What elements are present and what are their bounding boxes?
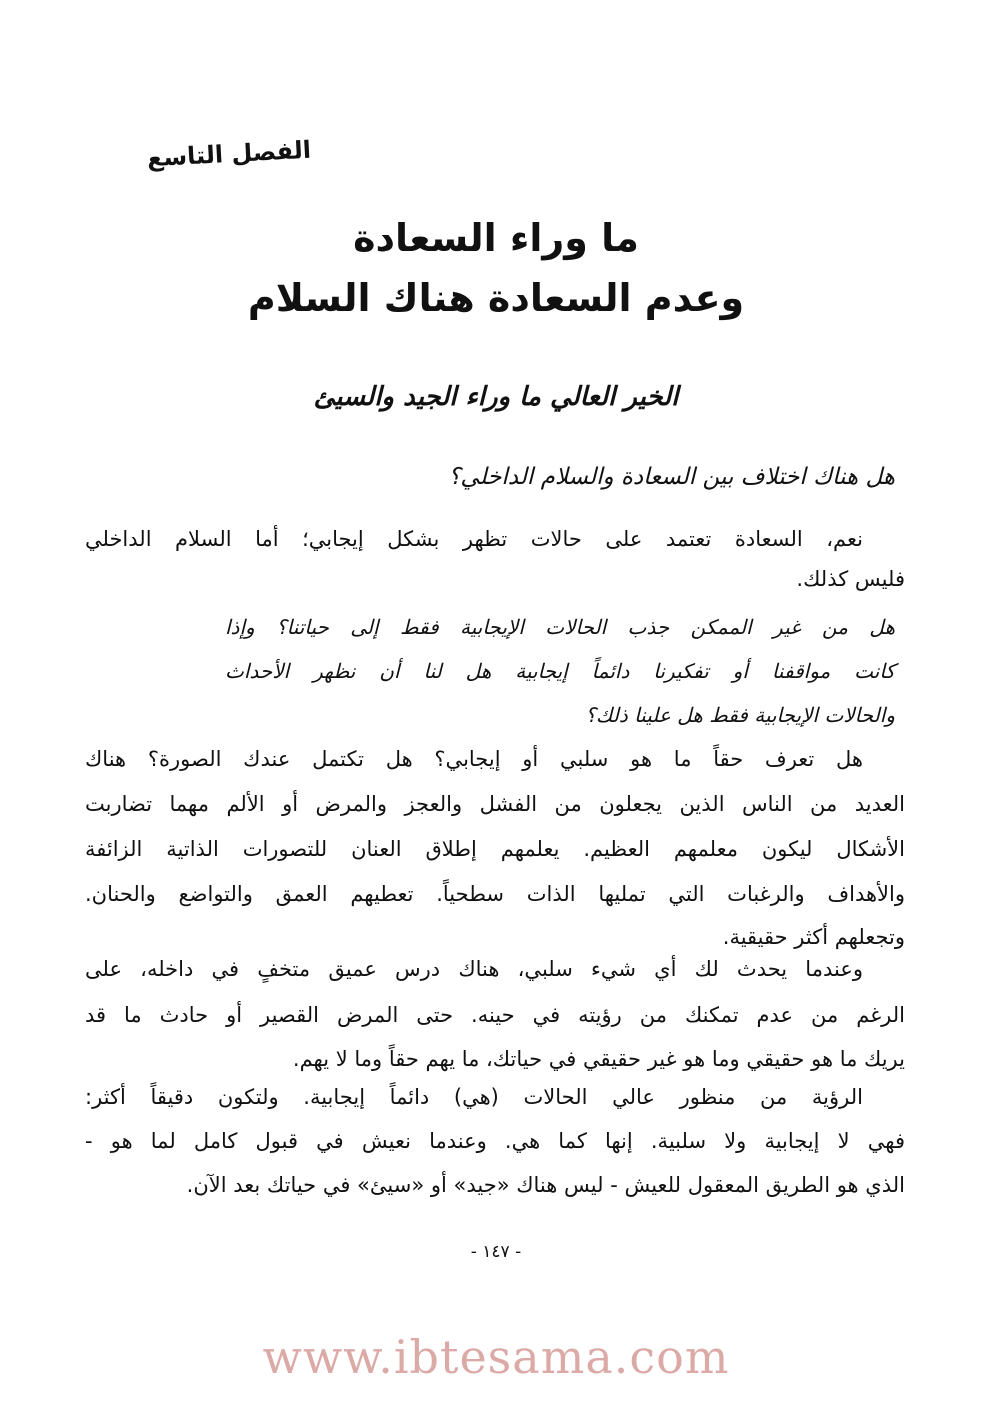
paragraph-2-line: يريك ما هو حقيقي وما هو غير حقيقي في حياتك، ما يهم حقاً وما لا يهم. xyxy=(292,1047,905,1071)
paragraph-1-line: وتجعلهم أكثر حقيقية. xyxy=(722,925,905,949)
answer-line: فليس كذلك. xyxy=(796,567,905,591)
paragraph-2-line: وعندما يحدث لك أي شيء سلبي، هناك درس عميق متخفٍ في داخله، على xyxy=(85,957,863,981)
paragraph-3-line: الرؤية من منظور عالي الحالات (هي) دائماً إيجابية. ولتكون دقيقاً أكثر: xyxy=(85,1085,863,1109)
question-heading: هل هناك اختلاف بين السعادة والسلام الداخلي؟ xyxy=(448,464,895,490)
section-heading: الخير العالي ما وراء الجيد والسيئ xyxy=(313,382,679,412)
page-title-line-1: ما وراء السعادة xyxy=(353,216,639,260)
chapter-label: الفصل التاسع xyxy=(146,135,312,173)
paragraph-1-line: هل تعرف حقاً ما هو سلبي أو إيجابي؟ هل تكتمل عندك الصورة؟ هناك xyxy=(85,747,863,771)
paragraph-3-line: فهي لا إيجابية ولا سلبية. إنها كما هي. وعندما نعيش في قبول كامل لما هو - xyxy=(85,1129,905,1153)
paragraph-1-line: الأشكال ليكون معلمهم العظيم. يعلمهم إطلاق العنان للتصورات الذاتية الزائفة xyxy=(85,837,905,861)
question-block-line: والحالات الإيجابية فقط هل علينا ذلك؟ xyxy=(585,703,895,727)
page-number: - ١٤٧ - xyxy=(470,1242,522,1262)
watermark-url: www.ibtesama.com xyxy=(262,1330,730,1384)
text-column xyxy=(85,0,905,1403)
question-block-line: كانت مواقفنا أو تفكيرنا دائماً إيجابية هل لنا أن نظهر الأحداث xyxy=(225,659,895,683)
paragraph-1-line: والأهداف والرغبات التي تمليها الذات سطحياً. تعطيهم العمق والتواضع والحنان. xyxy=(85,882,905,906)
question-block-line: هل من غير الممكن جذب الحالات الإيجابية فقط إلى حياتنا؟ وإذا xyxy=(225,615,895,639)
paragraph-1-line: العديد من الناس الذين يجعلون من الفشل والعجز والمرض أو الألم مهما تضاربت xyxy=(85,792,905,816)
paragraph-2-line: الرغم من عدم تمكنك من رؤيته في حينه. حتى المرض القصير أو حادث ما قد xyxy=(85,1003,905,1027)
answer-line: نعم، السعادة تعتمد على حالات تظهر بشكل إيجابي؛ أما السلام الداخلي xyxy=(85,527,863,551)
page-title-line-2: وعدم السعادة هناك السلام xyxy=(247,276,745,320)
paragraph-3-line: الذي هو الطريق المعقول للعيش - ليس هناك «جيد» أو «سيئ» في حياتك بعد الآن. xyxy=(186,1173,905,1197)
